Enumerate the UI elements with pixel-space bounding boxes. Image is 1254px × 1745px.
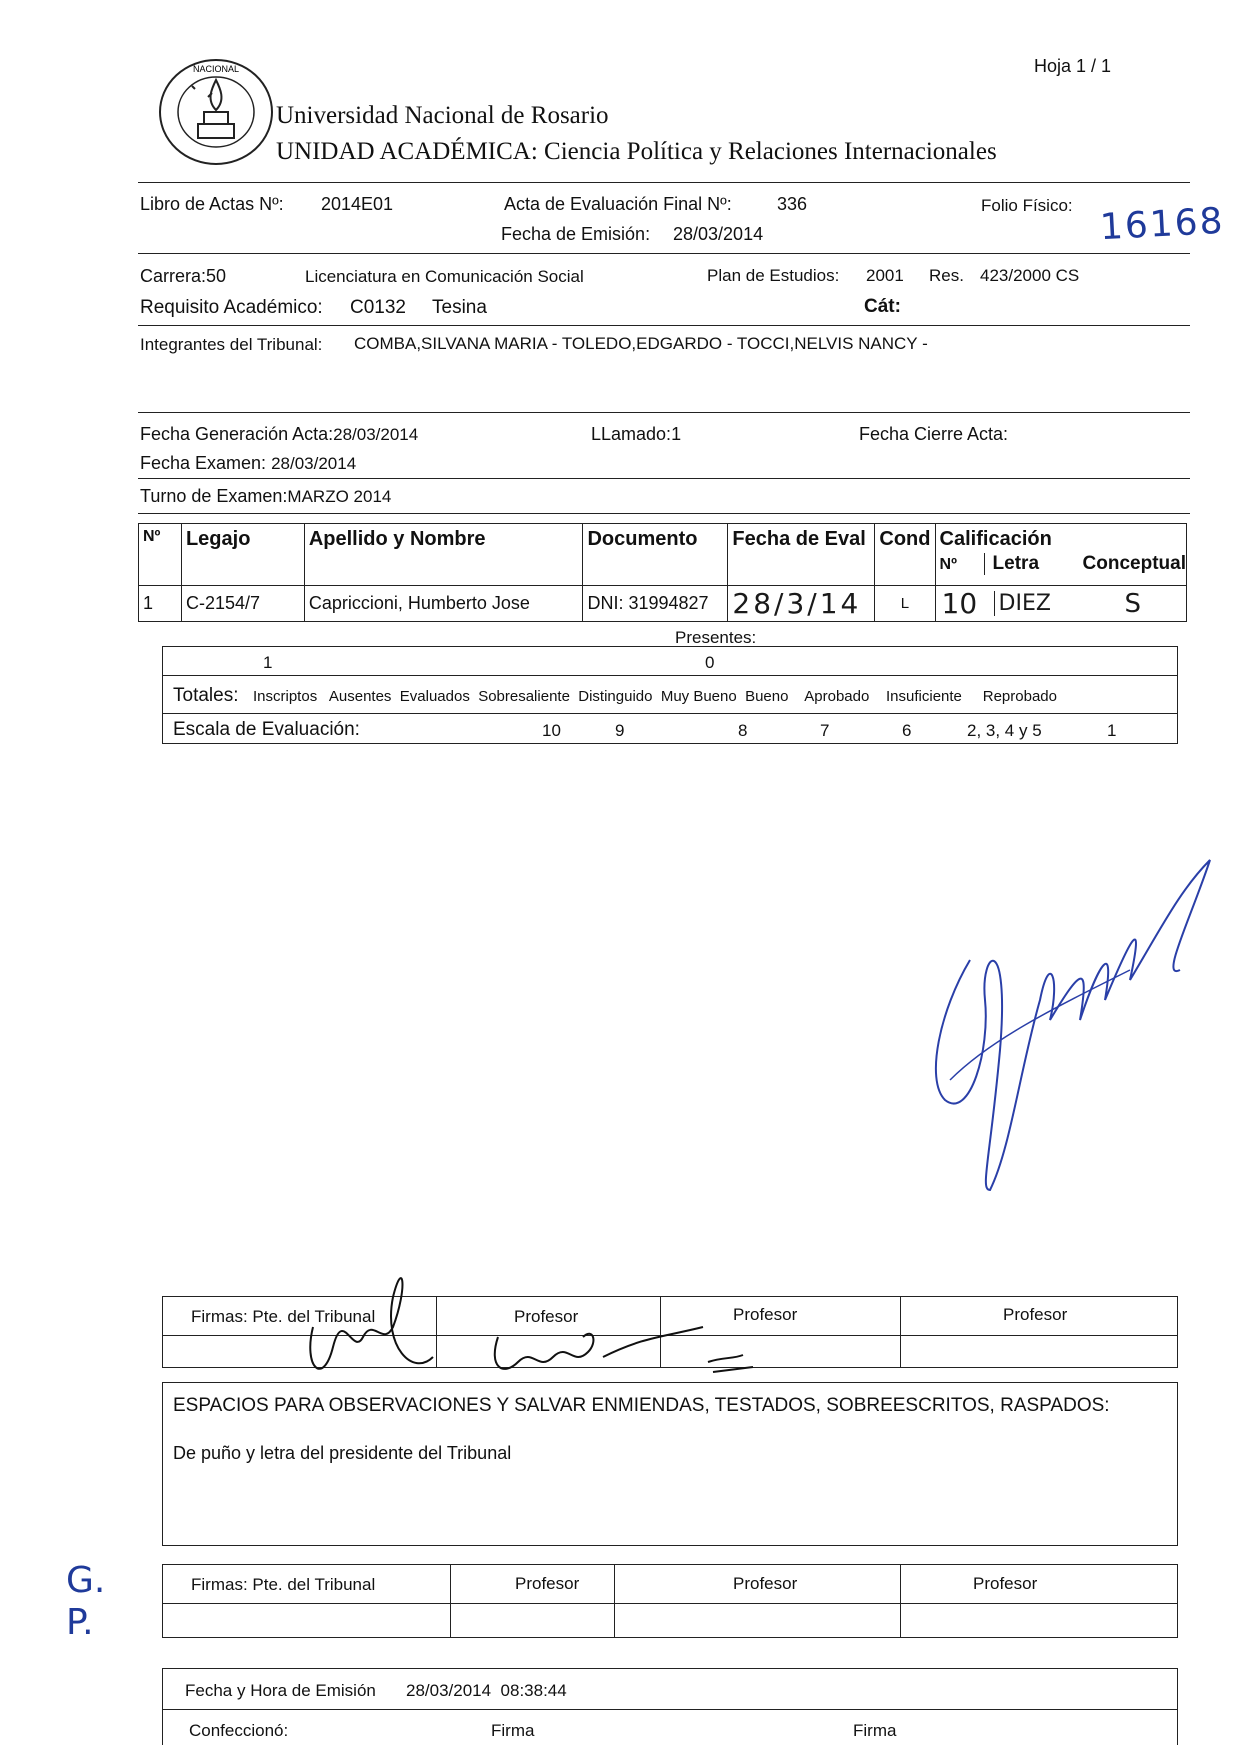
requisito-label: Requisito Académico:	[140, 297, 323, 318]
firma-prof-label: Profesor	[1003, 1305, 1068, 1324]
firma-pte-label: Firmas: Pte. del Tribunal	[191, 1307, 376, 1326]
observaciones-body: De puño y letra del presidente del Tribunal	[173, 1443, 512, 1463]
requisito-name: Tesina	[432, 297, 487, 318]
page-counter: Hoja 1 / 1	[1034, 56, 1112, 76]
folio-value: 16168	[1099, 200, 1226, 249]
col-fecha: Fecha de Eval	[728, 524, 875, 586]
divider	[163, 675, 1177, 676]
escala-value: 9	[615, 721, 625, 740]
divider	[138, 182, 1190, 183]
observaciones-title: ESPACIOS PARA OBSERVACIONES Y SALVAR ENMIENDAS, TESTADOS, SOBREESCRITOS, RASPADOS:	[173, 1395, 1110, 1416]
total-col: Reprobado	[982, 688, 1057, 705]
escala-label: Escala de Evaluación:	[173, 719, 360, 740]
row-conceptual: S	[1124, 588, 1142, 619]
carrera-name: Licenciatura en Comunicación Social	[305, 267, 584, 286]
firma-prof-label: Profesor	[973, 1574, 1038, 1593]
footer-emision-value: 28/03/2014 08:38:44	[406, 1681, 567, 1700]
total-col: Muy Bueno	[660, 688, 737, 705]
col-legajo: Legajo	[181, 524, 304, 586]
llamado-label: LLamado:	[591, 424, 672, 444]
total-col: Inscriptos	[253, 688, 318, 705]
signature-icon	[930, 850, 1220, 1210]
ausentes-value: 0	[705, 653, 715, 672]
plan-value: 2001	[866, 266, 904, 285]
acta-label: Acta de Evaluación Final Nº:	[504, 194, 732, 214]
divider	[163, 1603, 1177, 1604]
escala-value: 6	[902, 721, 912, 740]
total-col: Evaluados	[399, 688, 470, 705]
col-n: Nº	[139, 524, 182, 586]
total-col: Bueno	[745, 688, 789, 705]
libro-value: 2014E01	[321, 194, 394, 214]
totales-label: Totales:	[173, 685, 239, 706]
row-fecha: 28/3/14	[728, 586, 875, 622]
col-calificacion	[935, 524, 1186, 586]
divider	[138, 478, 1190, 479]
escala-value: 2, 3, 4 y 5	[967, 721, 1042, 740]
firma-prof-label: Profesor	[514, 1307, 579, 1326]
examen-label: Fecha Examen:	[140, 453, 267, 473]
footer-emision-label: Fecha y Hora de Emisión	[185, 1681, 376, 1700]
total-col: Distinguido	[578, 688, 653, 705]
carrera-value: 50	[206, 266, 227, 286]
conceptual-header: Conceptual	[1082, 553, 1186, 574]
res-value: 423/2000 CS	[980, 266, 1080, 285]
signatures-box	[162, 1564, 1178, 1638]
total-col: Aprobado	[804, 688, 870, 705]
llamado-value: 1	[671, 424, 682, 444]
row-nombre: Capriccioni, Humberto Jose	[304, 586, 583, 622]
row-cond: L	[875, 586, 935, 622]
totals-box	[162, 646, 1178, 744]
escala-value: 1	[1107, 721, 1117, 740]
inscriptos-value: 1	[263, 653, 273, 672]
footer-box	[162, 1668, 1178, 1745]
emision-label: Fecha de Emisión:	[501, 224, 651, 244]
total-col: Sobresaliente	[478, 688, 570, 705]
observaciones-box	[162, 1382, 1178, 1546]
university-name: Universidad Nacional de Rosario	[276, 102, 609, 129]
plan-label: Plan de Estudios:	[707, 266, 840, 285]
examen-value: 28/03/2014	[271, 454, 357, 473]
escala-value: 10	[542, 721, 561, 740]
acta-value: 336	[777, 194, 808, 214]
divider	[138, 325, 1190, 326]
university-seal-icon	[148, 52, 284, 172]
row-n: 1	[139, 586, 182, 622]
tribunal-value: COMBA,SILVANA MARIA - TOLEDO,EDGARDO - TOCCI,NELVIS NANCY -	[354, 334, 928, 353]
libro-label: Libro de Actas Nº:	[140, 194, 284, 214]
col-documento: Documento	[583, 524, 728, 586]
col-nombre: Apellido y Nombre	[304, 524, 583, 586]
divider	[900, 1297, 901, 1367]
cierre-label: Fecha Cierre Acta:	[859, 424, 1009, 444]
divider	[450, 1565, 451, 1637]
table-row	[139, 586, 1187, 622]
calificacion-header: Calificación	[939, 528, 1052, 550]
gen-value: 28/03/2014	[333, 425, 419, 444]
requisito-value: C0132	[350, 297, 406, 318]
firma-prof-label: Profesor	[733, 1305, 798, 1324]
tribunal-label: Integrantes del Tribunal:	[140, 335, 323, 354]
row-legajo: C-2154/7	[181, 586, 304, 622]
divider	[900, 1565, 901, 1637]
cat-label: Cát:	[864, 296, 901, 317]
divider	[163, 713, 1177, 714]
firma-prof-label: Profesor	[733, 1574, 798, 1593]
gen-label: Fecha Generación Acta:	[140, 424, 334, 444]
turno-label: Turno de Examen:	[140, 486, 288, 506]
divider	[614, 1565, 615, 1637]
emision-value: 28/03/2014	[673, 224, 764, 244]
grades-table	[138, 523, 1187, 622]
divider	[138, 412, 1190, 413]
divider	[163, 1709, 1177, 1710]
margin-note: G. P.	[66, 1560, 106, 1643]
escala-value: 8	[738, 721, 748, 740]
divider	[138, 513, 1190, 514]
letra-header: Letra	[984, 553, 1073, 575]
row-cal-n: 10	[941, 587, 978, 620]
cal-n-header: Nº	[939, 556, 957, 573]
firma-prof-label: Profesor	[515, 1574, 580, 1593]
folio-label: Folio Físico:	[981, 196, 1073, 215]
carrera-label: Carrera:	[140, 266, 207, 286]
firma-label: Firma	[853, 1721, 897, 1740]
signatures-box	[162, 1296, 1178, 1368]
firma-pte-label: Firmas: Pte. del Tribunal	[191, 1575, 376, 1594]
divider	[138, 253, 1190, 254]
svg-text:NACIONAL: NACIONAL	[192, 64, 240, 74]
total-col: Ausentes	[328, 688, 392, 705]
row-documento: DNI: 31994827	[583, 586, 728, 622]
col-cond: Cond	[875, 524, 935, 586]
firma-label: Firma	[491, 1721, 535, 1740]
academic-unit: UNIDAD ACADÉMICA: Ciencia Política y Relaciones Internacionales	[276, 138, 997, 165]
totals-columns	[253, 688, 1057, 705]
confecciono-label: Confeccionó:	[189, 1721, 289, 1740]
res-label: Res.	[929, 266, 964, 285]
presentes-label: Presentes:	[675, 628, 757, 647]
turno-value: MARZO 2014	[287, 487, 392, 506]
row-letra: DIEZ	[994, 591, 1079, 616]
escala-value: 7	[820, 721, 830, 740]
total-col: Insuficiente	[886, 688, 962, 705]
